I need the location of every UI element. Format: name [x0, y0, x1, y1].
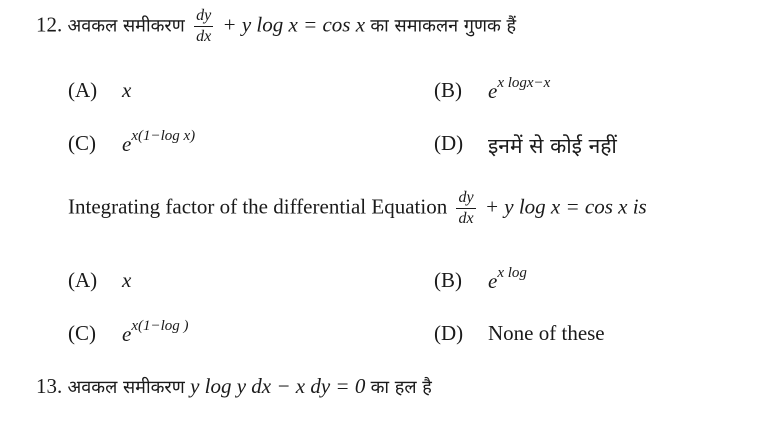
q13-hindi-suffix: का हल है — [370, 377, 432, 398]
q13-number: 13. — [36, 374, 63, 398]
q12-line-hindi — [36, 8, 516, 45]
q12-en-fraction — [456, 190, 475, 227]
q12-hi-option-a-label: (A) — [68, 78, 98, 102]
q12-fraction-den: dx — [196, 28, 212, 45]
q12-hindi-suffix: का समाकलन गुणक हैं — [370, 15, 517, 37]
q12-hi-option-c-value: $e^{x(1-log x)}$ — [122, 128, 196, 156]
q12-hi-option-d-label: (D) — [434, 131, 464, 155]
q12-en-option-b-label: (B) — [434, 268, 462, 292]
q12-en-option-a-value: x — [122, 268, 132, 292]
q12-english-prefix: Integrating factor of the differential Equation — [68, 194, 448, 219]
q12-hi-option-b-label: (B) — [434, 78, 462, 102]
q12-en-option-c-value: $e^{x(1-log )}$ — [122, 318, 189, 346]
q12-fraction-num: dy — [194, 8, 213, 27]
q12-en-fraction-den: dx — [458, 210, 474, 227]
q12-en-option-b-value: $e^{x log}$ — [488, 265, 527, 293]
q12-en-equation: + y log x = cos x is — [484, 194, 647, 219]
q12-hi-option-b-value: $e^{x logx-x}$ — [488, 75, 551, 103]
q12-en-option-d-value: None of these — [488, 321, 605, 345]
q12-number: 12. — [36, 12, 63, 37]
q12-en-fraction-num: dy — [456, 190, 475, 209]
q12-equation: + y log x = cos x — [222, 12, 366, 37]
q12-hi-option-a-value: x — [122, 78, 132, 102]
q12-hi-option-c-label: (C) — [68, 131, 96, 155]
q12-line-english — [68, 190, 647, 227]
q12-en-option-c-label: (C) — [68, 321, 96, 345]
q12-hindi-prefix: अवकल समीकरण — [67, 15, 185, 37]
q12-fraction — [194, 8, 213, 45]
q13-hindi-prefix: अवकल समीकरण — [67, 377, 185, 398]
q12-hi-option-d-value: इनमें से कोई नहीं — [488, 134, 617, 158]
q12-en-option-a-label: (A) — [68, 268, 98, 292]
q12-en-option-d-label: (D) — [434, 321, 464, 345]
q13-equation: y log y dx − x dy = 0 — [190, 374, 366, 398]
q13-line — [36, 374, 432, 399]
